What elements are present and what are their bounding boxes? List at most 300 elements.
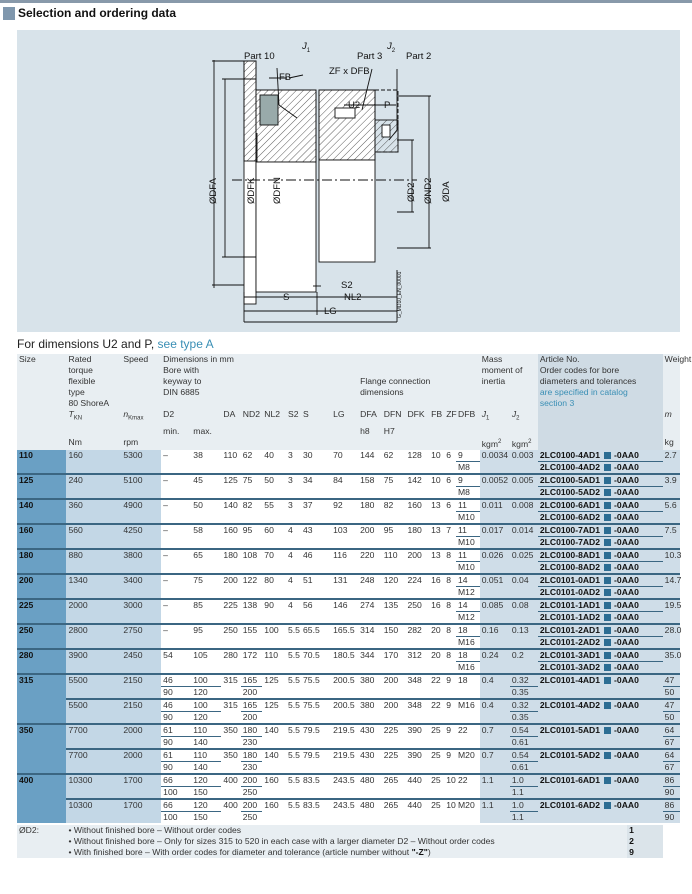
label-dfn: ØDFN [272, 177, 283, 204]
table-row [17, 499, 680, 512]
empty-cell [480, 587, 510, 600]
s-cell: 83.5 [301, 774, 331, 787]
j1-cell: 0.4 [480, 674, 510, 687]
empty-cell [262, 462, 286, 475]
empty-cell [286, 812, 301, 825]
dmax-cell: 95 [191, 624, 221, 637]
empty-cell [480, 787, 510, 800]
empty-cell [191, 587, 221, 600]
dfk-cell: 282 [405, 624, 429, 637]
empty-cell [301, 662, 331, 675]
zf-cell: 6 [444, 474, 456, 487]
article-code: 2LC0101-3AD1 [539, 650, 601, 660]
j2-cell: 0.54 [510, 724, 538, 737]
dmax-cell: 85 [191, 599, 221, 612]
speed-cell: 2150 [121, 699, 161, 724]
article-number [538, 462, 663, 475]
j2-cell: 0.014 [510, 524, 538, 537]
dfn-cell: 135 [382, 599, 406, 612]
fb-cell: 16 [429, 574, 444, 587]
zf-cell: 8 [444, 599, 456, 612]
empty-cell [286, 762, 301, 775]
empty-cell [405, 637, 429, 650]
nd2-cell: 62 [242, 450, 253, 460]
lg-cell: 131 [331, 574, 358, 587]
empty-cell [301, 537, 331, 550]
lg-cell: 243.5 [331, 799, 358, 812]
empty-cell [444, 687, 456, 700]
nl2-cell: 60 [262, 524, 286, 537]
lg-cell: 116 [331, 549, 358, 562]
label-lg: LG [324, 306, 337, 317]
empty-cell [382, 512, 406, 525]
order-code-placeholder-icon [604, 639, 611, 646]
dmax-cell: 140 [193, 762, 208, 772]
empty-cell [331, 637, 358, 650]
empty-cell [331, 587, 358, 600]
dfb-thread-cell: M16 [458, 662, 475, 672]
article-suffix: -0AA0 [614, 550, 639, 560]
empty-cell [301, 787, 331, 800]
note-text: • With finished bore – With order codes for diameter and tolerance (article number without "-Z") [66, 847, 627, 858]
dfa-cell: 344 [358, 649, 382, 662]
empty-cell [358, 512, 382, 525]
nl2-cell: 125 [262, 674, 286, 687]
empty-cell [241, 637, 263, 650]
j1-cell: 0.7 [480, 724, 510, 737]
empty-cell [510, 662, 538, 675]
dmax-cell: 120 [193, 687, 208, 697]
dfn-cell: 170 [382, 649, 406, 662]
empty-cell [456, 687, 480, 700]
see-type-a-link[interactable]: see type A [157, 337, 214, 351]
empty-cell [191, 462, 221, 475]
empty-cell [429, 662, 444, 675]
dfn-cell: 75 [382, 474, 406, 487]
zf-cell: 10 [446, 800, 456, 810]
catalog-section-link[interactable]: are specified in catalog [538, 387, 663, 398]
empty-cell [444, 762, 456, 775]
empty-cell [444, 637, 456, 650]
s2-cell: 5.5 [287, 750, 300, 760]
dmax-cell: 110 [191, 724, 221, 737]
dfb-cell: 14 [456, 574, 480, 587]
empty-cell [286, 462, 301, 475]
empty-cell [444, 812, 456, 825]
empty-cell [429, 762, 444, 775]
j2-cell: 1.0 [510, 774, 538, 787]
empty-cell [538, 687, 663, 700]
dmin-cell: – [161, 574, 191, 587]
speed-cell: 4250 [121, 524, 161, 549]
empty-cell [663, 512, 680, 525]
empty-cell [382, 612, 406, 625]
empty-cell [538, 762, 663, 775]
empty-cell [510, 537, 538, 550]
empty-cell [358, 562, 382, 575]
article-code: 2LC0101-2AD2 [539, 637, 601, 647]
empty-cell [221, 787, 240, 800]
table-body-simple [17, 450, 680, 674]
empty-cell [161, 537, 191, 550]
j2-cell: 0.61 [510, 762, 538, 775]
dfb-thread-cell: M12 [458, 612, 475, 622]
header-article: Article No. [538, 354, 663, 365]
da-cell: 160 [221, 524, 240, 537]
zf-cell: 8 [444, 574, 456, 587]
order-code-placeholder-icon [604, 602, 611, 609]
table-row [17, 474, 680, 487]
da-cell: 315 [221, 674, 240, 687]
empty-cell [510, 637, 538, 650]
empty-cell [456, 787, 480, 800]
dfb-thread-cell: M10 [458, 537, 475, 547]
empty-cell [456, 737, 480, 750]
dmin-cell: – [161, 499, 191, 512]
article-number [538, 612, 663, 625]
dfb-cell: 9 [456, 450, 480, 462]
dmin-cell: 90 [163, 712, 173, 722]
empty-cell [301, 512, 331, 525]
s-cell: 70.5 [301, 649, 331, 662]
empty-cell [480, 612, 510, 625]
nd2-cell: 75 [241, 474, 263, 487]
size-cell: 110 [17, 450, 66, 474]
article-number [538, 474, 663, 487]
empty-cell [382, 587, 406, 600]
nd2-cell: 200 [241, 774, 263, 787]
label-da: ØDA [441, 181, 452, 202]
label-u2: U2 [348, 100, 361, 111]
dfk-cell: 180 [405, 524, 429, 537]
article-suffix: -0AA0 [614, 587, 639, 597]
table-row [17, 450, 680, 462]
fb-cell: 13 [429, 499, 444, 512]
article-suffix: -0AA0 [614, 575, 639, 585]
empty-cell [241, 462, 263, 475]
nd2-cell: 82 [241, 499, 263, 512]
torque-cell: 2800 [66, 624, 121, 649]
article-number [538, 724, 663, 737]
article-code: 2LC0101-6AD2 [539, 800, 601, 810]
torque-cell: 560 [66, 524, 121, 549]
dmax-cell: 75 [191, 574, 221, 587]
empty-cell [262, 512, 286, 525]
s-cell: 37 [301, 499, 331, 512]
empty-cell [429, 612, 444, 625]
j1-cell: 0.026 [480, 549, 510, 562]
title-marker [3, 7, 15, 20]
order-code-placeholder-icon [604, 664, 611, 671]
empty-cell [331, 787, 358, 800]
speed-cell: 2750 [121, 624, 161, 649]
weight-cell: 90 [663, 812, 680, 825]
dfb-cell: 18 [456, 674, 480, 687]
weight-cell: 19.5 [664, 600, 682, 610]
order-code-placeholder-icon [604, 577, 611, 584]
empty-cell [358, 712, 382, 725]
fb-cell: 22 [429, 674, 444, 687]
dfa-cell: 380 [358, 674, 382, 687]
speed-cell: 5300 [121, 450, 161, 474]
speed-cell: 3800 [121, 549, 161, 574]
article-suffix: -0AA0 [614, 475, 639, 485]
j1-cell: 0.0052 [481, 475, 509, 485]
size-cell: 200 [17, 574, 66, 599]
torque-cell: 160 [66, 450, 121, 474]
s-cell: 79.5 [301, 749, 331, 762]
article-suffix: -0AA0 [614, 525, 639, 535]
empty-cell [456, 712, 480, 725]
size-cell: 250 [17, 624, 66, 649]
dmax-cell: 120 [191, 774, 221, 787]
empty-cell [241, 587, 263, 600]
empty-cell [480, 487, 510, 500]
empty-cell [480, 537, 510, 550]
order-code-placeholder-icon [604, 802, 611, 809]
zf-cell: 9 [444, 674, 456, 687]
weight-cell: 50 [663, 712, 680, 725]
article-code: 2LC0101-0AD2 [539, 587, 601, 597]
fb-cell: 25 [429, 749, 444, 762]
empty-cell [286, 537, 301, 550]
empty-cell [286, 712, 301, 725]
note-row [17, 847, 680, 858]
article-number [538, 524, 663, 537]
empty-cell [405, 687, 429, 700]
empty-cell [301, 462, 331, 475]
dfk-cell: 348 [405, 674, 429, 687]
j2-cell: 0.005 [510, 474, 538, 487]
nd2-cell: 180 [241, 749, 263, 762]
j1-cell: 0.085 [480, 599, 510, 612]
table-notes [17, 824, 680, 858]
note-code: 2 [627, 836, 663, 847]
dfk-cell: 348 [405, 699, 429, 712]
empty-cell [301, 687, 331, 700]
dfb-cell: 14 [456, 599, 480, 612]
empty-cell [444, 562, 456, 575]
empty-cell [358, 737, 382, 750]
empty-cell [286, 487, 301, 500]
dmax-cell: 100 [191, 674, 221, 687]
empty-cell [221, 712, 240, 725]
dmax-cell: 120 [193, 712, 208, 722]
table-row [17, 674, 680, 687]
empty-cell [191, 612, 221, 625]
order-code-placeholder-icon [604, 677, 611, 684]
empty-cell [161, 612, 191, 625]
dfn-cell: 110 [382, 549, 406, 562]
empty-cell [405, 762, 429, 775]
speed-cell: 1700 [121, 774, 161, 799]
weight-cell: 64 [663, 724, 680, 737]
da-cell: 315 [221, 699, 240, 712]
nl2-cell: 50 [262, 474, 286, 487]
dmin-cell: 54 [161, 649, 191, 662]
empty-cell [331, 687, 358, 700]
dmin-cell: 90 [163, 687, 173, 697]
j2-cell: 0.35 [510, 687, 538, 700]
label-zf-dfb: ZF x DFB [329, 66, 370, 77]
speed-cell: 2000 [121, 724, 161, 749]
note-code: 9 [627, 847, 663, 858]
nl2-cell: 140 [262, 749, 286, 762]
dmax-cell: 38 [193, 450, 203, 460]
dfa-cell: 430 [358, 749, 382, 762]
order-code-placeholder-icon [604, 489, 611, 496]
nl2-cell: 70 [262, 549, 286, 562]
s2-cell: 3 [286, 499, 301, 512]
note-text: • Without finished bore – Without order codes [66, 824, 627, 836]
s2-cell: 5.5 [287, 650, 300, 660]
s-cell: 30 [303, 450, 313, 460]
empty-cell [331, 487, 358, 500]
s2-cell: 4 [286, 524, 301, 537]
empty-cell [241, 537, 263, 550]
empty-cell [480, 562, 510, 575]
dfa-cell: 480 [358, 799, 382, 812]
article-number [538, 574, 663, 587]
empty-cell [262, 662, 286, 675]
label-j1: $J_1$ [302, 41, 311, 54]
label-part-3: Part 3 [357, 51, 383, 62]
empty-cell [301, 562, 331, 575]
empty-cell [191, 562, 221, 575]
article-code: 2LC0100-5AD1 [539, 475, 601, 485]
zf-cell: 9 [444, 724, 456, 737]
nd2-cell: 138 [241, 599, 263, 612]
s2-cell: 5.5 [287, 625, 300, 635]
header-d2: D2 [161, 409, 221, 426]
torque-cell: 7700 [66, 749, 121, 774]
dmax-cell: 110 [191, 749, 221, 762]
empty-cell [663, 587, 680, 600]
dfb-cell: 11 [456, 499, 480, 512]
empty-cell [221, 812, 240, 825]
empty-cell [405, 487, 429, 500]
empty-cell [429, 587, 444, 600]
article-number [538, 562, 663, 575]
article-suffix: -0AA0 [614, 700, 639, 710]
empty-cell [358, 587, 382, 600]
nd2-cell: 165 [241, 674, 263, 687]
empty-cell [480, 662, 510, 675]
s2-cell: 3 [287, 450, 293, 460]
article-suffix: -0AA0 [614, 625, 639, 635]
empty-cell [331, 562, 358, 575]
empty-cell [538, 712, 663, 725]
empty-cell [286, 612, 301, 625]
weight-cell: 47 [663, 699, 680, 712]
empty-cell [331, 462, 358, 475]
label-part-10: Part 10 [244, 51, 275, 62]
empty-cell [405, 462, 429, 475]
article-number [538, 749, 663, 762]
empty-cell [331, 537, 358, 550]
size-cell: 140 [17, 499, 66, 524]
weight-cell: 14.7 [664, 575, 682, 585]
da-cell: 180 [221, 549, 240, 562]
dfk-cell: 200 [405, 549, 429, 562]
empty-cell [510, 462, 538, 475]
dfk-cell: 160 [405, 499, 429, 512]
dmax-cell: 50 [191, 499, 221, 512]
empty-cell [358, 812, 382, 825]
empty-cell [538, 812, 663, 825]
weight-cell: 86 [663, 774, 680, 787]
j2-cell: 0.54 [510, 749, 538, 762]
j2-cell: 0.32 [510, 674, 538, 687]
empty-cell [663, 612, 680, 625]
fb-cell: 25 [429, 799, 444, 812]
fb-cell: 20 [429, 649, 444, 662]
dmax-cell: 150 [193, 787, 208, 797]
dfk-cell: 250 [405, 599, 429, 612]
article-number [538, 512, 663, 525]
article-suffix: -0AA0 [614, 537, 639, 547]
j2-cell: 0.13 [510, 624, 538, 637]
speed-cell: 4900 [121, 499, 161, 524]
dfa-cell: 480 [358, 774, 382, 787]
table-row [17, 574, 680, 587]
empty-cell [262, 612, 286, 625]
dfa-cell: 200 [358, 524, 382, 537]
article-code: 2LC0100-6AD1 [539, 500, 601, 510]
header-bore: Bore with [161, 365, 358, 376]
empty-cell [286, 587, 301, 600]
empty-cell [262, 737, 286, 750]
order-code-placeholder-icon [604, 452, 611, 459]
order-code-placeholder-icon [604, 502, 611, 509]
empty-cell [405, 612, 429, 625]
empty-cell [382, 662, 406, 675]
nd2-cell: 108 [241, 549, 263, 562]
nl2-cell: 100 [262, 624, 286, 637]
article-number [538, 637, 663, 650]
empty-cell [221, 562, 240, 575]
weight-cell: 7.5 [663, 524, 680, 537]
article-suffix: -0AA0 [614, 637, 639, 647]
empty-cell [382, 462, 406, 475]
zf-cell: 6 [444, 499, 456, 512]
zf-cell: 7 [444, 524, 456, 537]
dfb-thread-cell: M10 [458, 562, 475, 572]
empty-cell [444, 462, 456, 475]
table-header: Size Rated Speed Dimensions in mm Mass Article No. Weight torque Bore with moment of Order codes for bore flexible keyway to Flange connection inertia diameters and tolerances type DIN 6885 dimensions are specified in catalog 80 ShoreA section 3 $T_{KN}$ $n_{Kmax}$ D2 DA ND2 NL2 S2 S LG DFA DFN DFK FB ZF DFB $J_1$ $J_2$ m min. max. h8 H7 Nm rpm kgm$^2$ kgm$^2$ kg [19, 354, 692, 449]
dfn-cell: 225 [382, 749, 406, 762]
order-code-placeholder-icon [604, 564, 611, 571]
article-number [538, 599, 663, 612]
speed-cell: 2000 [121, 749, 161, 774]
article-suffix: -0AA0 [614, 675, 639, 685]
dmin-cell: 100 [163, 787, 178, 797]
empty-cell [191, 487, 221, 500]
j1-cell: 0.0034 [481, 450, 509, 460]
empty-cell [429, 712, 444, 725]
dfn-cell: 200 [382, 674, 406, 687]
article-number [538, 774, 663, 787]
s-cell: 75.5 [301, 674, 331, 687]
article-suffix: -0AA0 [614, 662, 639, 672]
dfk-cell: 224 [405, 574, 429, 587]
empty-cell [161, 587, 191, 600]
dmin-cell: 90 [163, 737, 173, 747]
article-suffix: -0AA0 [614, 462, 639, 472]
dfb-cell: 22 [456, 774, 480, 787]
torque-cell: 360 [66, 499, 121, 524]
j2-cell: 1.0 [510, 799, 538, 812]
